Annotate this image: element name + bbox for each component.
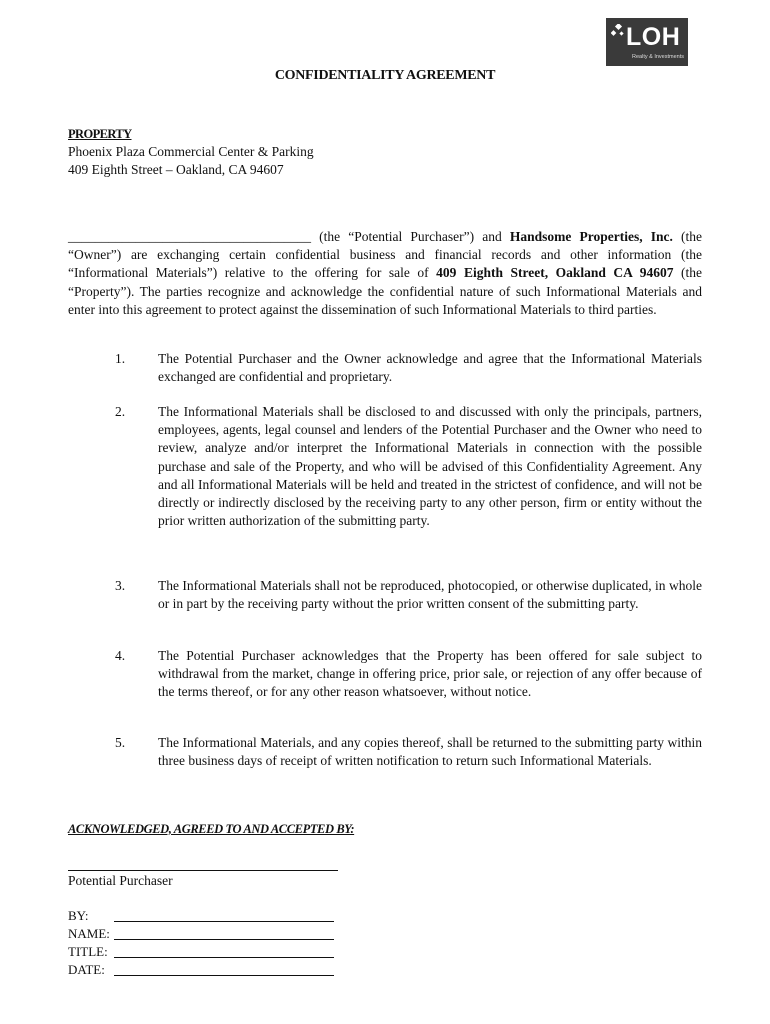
logo-text: LOH	[626, 23, 681, 51]
clause-text: The Informational Materials shall be disclosed to and discussed with only the principals, partners, employees, agents, legal counsel and lenders of the Potential Purchaser and the Owner who need to review, analyze and/or interpret the Informational Materials in connection with the possible purchase and sale of the Property, and who will be advised of this Confidentiality Agreement. Any and all Informational Materials will be held and treated in the strictest of confidence, and will not be directly or indirectly disclosed by the receiving party to any other person, firm or entity without the prior written authorization of the submitting party.	[158, 404, 702, 529]
by-field[interactable]	[68, 908, 338, 926]
title-field[interactable]	[68, 944, 338, 962]
clause-item	[68, 577, 702, 613]
clause-item	[68, 403, 702, 530]
field-label: DATE:	[68, 962, 105, 977]
field-label: NAME:	[68, 926, 110, 941]
clause-item	[68, 350, 702, 386]
logo-tagline: Realty & Investments	[632, 54, 684, 60]
clause-item	[68, 647, 702, 702]
intro-text-1: (the “Potential Purchaser”) and	[311, 229, 510, 244]
clause-text: The Informational Materials, and any copies thereof, shall be returned to the submitting party within three business days of receipt of written notification to return such Informational Materials.	[158, 735, 702, 769]
owner-name: Handsome Properties, Inc.	[509, 229, 673, 244]
clause-text: The Potential Purchaser and the Owner acknowledge and agree that the Informational Materials exchanged are confidential and proprietary.	[158, 351, 702, 385]
acknowledgement-heading: ACKNOWLEDGED, AGREED TO AND ACCEPTED BY:	[68, 822, 355, 836]
field-line[interactable]	[114, 975, 334, 976]
date-field[interactable]	[68, 962, 338, 980]
field-label: BY:	[68, 908, 89, 923]
clause-number: 2.	[115, 404, 126, 419]
clause-number: 5.	[115, 735, 126, 750]
property-block	[68, 125, 314, 179]
intro-text-3: (the “Property”). The parties recognize and acknowledge the confidential nature of such Informational Materials and enter into this agreement to protect against the dissemination of such Informational Materials to third parties.	[68, 265, 702, 317]
clause-number: 4.	[115, 648, 126, 663]
signature-line[interactable]	[68, 862, 338, 871]
property-address: 409 Eighth Street – Oakland, CA 94607	[68, 162, 284, 177]
clause-text: The Informational Materials shall not be reproduced, photocopied, or otherwise duplicated, in whole or in part by the receiving party without the prior written consent of the submitting party.	[158, 578, 702, 612]
diamond-logo-icon	[611, 24, 627, 40]
field-line[interactable]	[114, 957, 334, 958]
property-address-bold: 409 Eighth Street, Oakland CA 94607	[436, 265, 674, 281]
field-line[interactable]	[114, 921, 334, 922]
field-line[interactable]	[114, 939, 334, 940]
clause-text: The Potential Purchaser acknowledges that the Property has been offered for sale subject to withdrawal from the market, change in offering price, prior sale, or rejection of any offer because of the terms thereof, or for any other reason whatsoever, without notice.	[158, 648, 702, 700]
clause-number: 3.	[115, 578, 126, 593]
clause-number: 1.	[115, 351, 126, 366]
purchaser-blank: ____________________________________	[68, 229, 311, 244]
property-name: Phoenix Plaza Commercial Center & Parking	[68, 144, 314, 159]
document-title: CONFIDENTIALITY AGREEMENT	[274, 68, 496, 83]
signature-label: Potential Purchaser	[68, 873, 173, 888]
field-label: TITLE:	[68, 944, 108, 959]
name-field[interactable]	[68, 926, 338, 944]
intro-text-2: (the “Owner”) are exchanging certain confidential business and financial records and other information (the “Informational Materials”) relative to the offering for sale of	[68, 229, 702, 281]
intro-paragraph	[68, 228, 702, 319]
property-heading: PROPERTY	[68, 127, 132, 141]
company-logo	[606, 18, 688, 66]
clause-item	[68, 734, 702, 770]
